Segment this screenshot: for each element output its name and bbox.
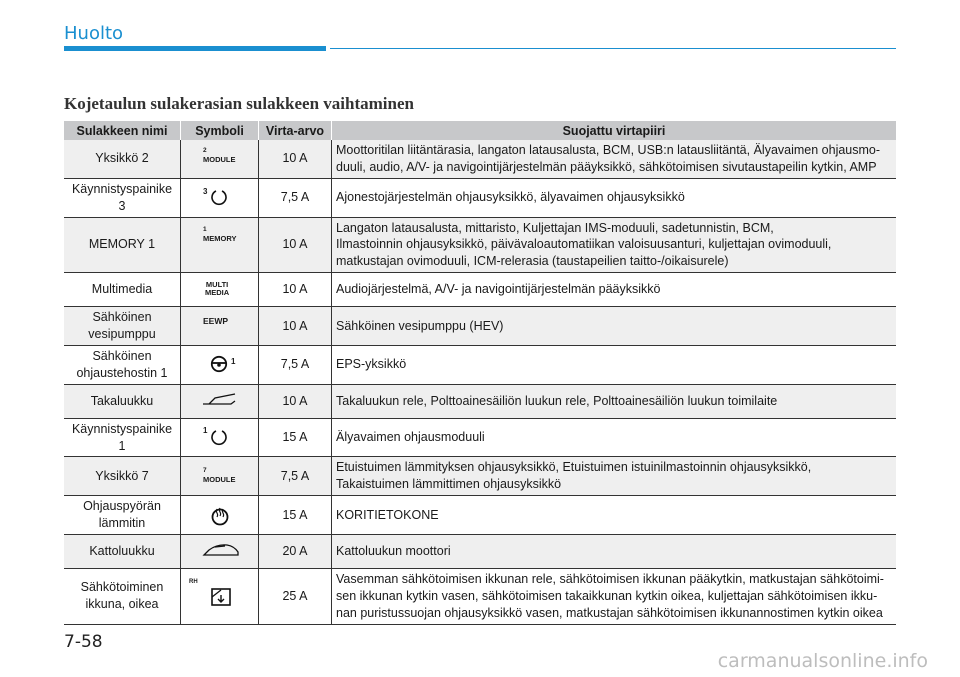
column-header-rating: Virta-arvo	[259, 121, 332, 140]
fuse-rating-cell: 10 A	[259, 384, 332, 418]
symbol-label: MEMORY	[203, 234, 237, 244]
fuse-circuit-cell: Vasemman sähkötoimisen ikkunan rele, sähkötoimisen ikkunan pääkytkin, matkustajan sähkötoimi- sen ikkunan kytkin vasen, sähkötoimisen takaikkunan kytkin oikea, kuljettajan sähkötoimisen ikku- nan puristussuojan ohjausyksikkö vasen, matkustajan sähkötoimisen ikkunannostimen kytkin oikea	[332, 568, 897, 624]
section-header-title: Huolto	[64, 23, 124, 44]
fuse-circuit-cell: Moottoritilan liitäntärasia, langaton latausalusta, BCM, USB:n latausliitäntä, Älyavaimen ohjausmo- duuli, audio, A/V- ja navigointijärjestelmän pääyksikkö, sähkötoimisen sivutaustapeilin kytkin, AMP	[332, 140, 897, 178]
table-row	[64, 345, 896, 384]
fuse-circuit-cell: Etuistuimen lämmityksen ohjausyksikkö, Etuistuimen istuinilmastoinnin ohjausyksikkö, Takaistuimen lämmittimen ohjausyksikkö	[332, 457, 897, 496]
page-title: Kojetaulun sulakerasian sulakkeen vaihtaminen	[64, 94, 414, 113]
fuse-symbol-cell	[181, 568, 259, 624]
symbol-label: MODULE	[203, 474, 236, 484]
table-row	[64, 534, 896, 568]
fuse-circuit-cell: Sähköinen vesipumppu (HEV)	[332, 307, 897, 346]
start-button-icon-glyph	[210, 188, 228, 211]
fuse-circuit-cell: KORITIETOKONE	[332, 496, 897, 535]
fuse-circuit-cell: Takaluukun rele, Polttoainesäiliön luukun rele, Polttoainesäiliön luukun toimilaite	[332, 384, 897, 418]
fuse-name-cell: Ohjauspyörän lämmitin	[64, 496, 181, 535]
fuse-symbol-cell	[181, 307, 259, 346]
page-number: 7-58	[64, 632, 103, 652]
fuse-rating-cell: 15 A	[259, 418, 332, 457]
column-header-symbol: Symboli	[181, 121, 259, 140]
fuse-symbol-cell	[181, 457, 259, 496]
tailgate-icon-glyph	[201, 392, 239, 413]
fuse-circuit-cell: Kattoluukun moottori	[332, 534, 897, 568]
sunroof-icon-glyph	[201, 542, 241, 565]
symbol-number: 1	[203, 226, 207, 234]
fuse-symbol-cell	[181, 273, 259, 307]
fuse-rating-cell: 7,5 A	[259, 178, 332, 217]
fuse-name-cell: Sähköinen vesipumppu	[64, 307, 181, 346]
fuse-rating-cell: 10 A	[259, 307, 332, 346]
table-row	[64, 140, 896, 178]
power-window-icon-glyph	[210, 587, 232, 612]
fuse-circuit-cell: Langaton latausalusta, mittaristo, Kuljettajan IMS-moduuli, sadetunnistin, BCM, Ilmastoinnin ohjausyksikkö, päivävaloautomatiikan valoisuusanturi, kuljettajan ovimoduuli, matkustajan ovimoduuli, ICM-relerasia (taustapeilien taitto-/oikaisurele)	[332, 217, 897, 273]
fuse-circuit-cell: Audiojärjestelmä, A/V- ja navigointijärjestelmän pääyksikkö	[332, 273, 897, 307]
fuse-rating-cell: 15 A	[259, 496, 332, 535]
fuse-circuit-cell: Ajonestojärjestelmän ohjausyksikkö, älyavaimen ohjausyksikkö	[332, 178, 897, 217]
symbol-number: 1	[231, 357, 236, 367]
fuse-name-cell: Multimedia	[64, 273, 181, 307]
fuse-rating-cell: 10 A	[259, 140, 332, 178]
fuse-name-cell: Sähköinen ohjaustehostin 1	[64, 345, 181, 384]
fuse-name-cell: Yksikkö 7	[64, 457, 181, 496]
column-header-name: Sulakkeen nimi	[64, 121, 181, 140]
heated-steering-icon-glyph	[210, 506, 230, 531]
fuse-rating-cell: 7,5 A	[259, 457, 332, 496]
power-window-icon	[181, 571, 258, 622]
memory-1-symbol	[181, 219, 258, 270]
fuse-symbol-cell	[181, 345, 259, 384]
symbol-label: EEWP	[203, 315, 229, 326]
steering-wheel-icon	[181, 347, 258, 382]
table-row	[64, 273, 896, 307]
fuse-name-cell: Yksikkö 2	[64, 140, 181, 178]
watermark: carmanualsonline.info	[717, 650, 928, 672]
table-row	[64, 307, 896, 346]
fuse-rating-cell: 20 A	[259, 534, 332, 568]
multimedia-symbol	[181, 273, 258, 306]
table-row	[64, 457, 896, 496]
fuse-name-cell: MEMORY 1	[64, 217, 181, 273]
table-header-row	[64, 121, 896, 140]
fuse-symbol-cell	[181, 496, 259, 535]
fuse-rating-cell: 7,5 A	[259, 345, 332, 384]
table-row	[64, 178, 896, 217]
fuse-symbol-cell	[181, 178, 259, 217]
table-row	[64, 568, 896, 624]
fuse-symbol-cell	[181, 140, 259, 178]
fuse-circuit-cell: EPS-yksikkö	[332, 345, 897, 384]
header-rule	[330, 48, 896, 49]
start-button-icon	[181, 181, 258, 214]
start-button-icon	[181, 420, 258, 455]
fuse-name-cell: Sähkötoiminen ikkuna, oikea	[64, 568, 181, 624]
symbol-number: 7	[203, 466, 207, 474]
module-7-symbol	[181, 460, 258, 493]
column-header-circuit: Suojattu virtapiiri	[332, 121, 897, 140]
fuse-name-cell: Kattoluukku	[64, 534, 181, 568]
fuse-name-cell: Käynnistyspainike 1	[64, 418, 181, 457]
fuse-symbol-cell	[181, 384, 259, 418]
symbol-number: 3	[203, 187, 208, 197]
header-accent-bar	[64, 46, 326, 51]
fuse-name-cell: Takaluukku	[64, 384, 181, 418]
table-row	[64, 418, 896, 457]
symbol-number: 1	[203, 426, 208, 435]
fuse-rating-cell: 10 A	[259, 217, 332, 273]
table-row	[64, 384, 896, 418]
symbol-label: MULTI MEDIA	[205, 280, 230, 297]
fuse-symbol-cell	[181, 217, 259, 273]
fuse-symbol-cell	[181, 534, 259, 568]
symbol-number: 2	[203, 147, 207, 155]
fuse-rating-cell: 10 A	[259, 273, 332, 307]
tailgate-icon	[181, 385, 258, 418]
fuse-symbol-cell	[181, 418, 259, 457]
start-button-icon-glyph	[210, 428, 228, 451]
fuse-circuit-cell: Älyavaimen ohjausmoduuli	[332, 418, 897, 457]
fuse-name-cell: Käynnistyspainike 3	[64, 178, 181, 217]
table-row	[64, 496, 896, 535]
sunroof-icon	[181, 535, 258, 568]
table-row	[64, 217, 896, 273]
steering-wheel-icon-glyph	[210, 355, 228, 378]
symbol-label: MODULE	[203, 155, 236, 165]
fuse-table	[64, 121, 896, 625]
eewp-symbol	[181, 309, 258, 344]
module-2-symbol	[181, 140, 258, 177]
symbol-label: RH	[189, 578, 198, 585]
fuse-rating-cell: 25 A	[259, 568, 332, 624]
heated-steering-icon	[181, 498, 258, 533]
